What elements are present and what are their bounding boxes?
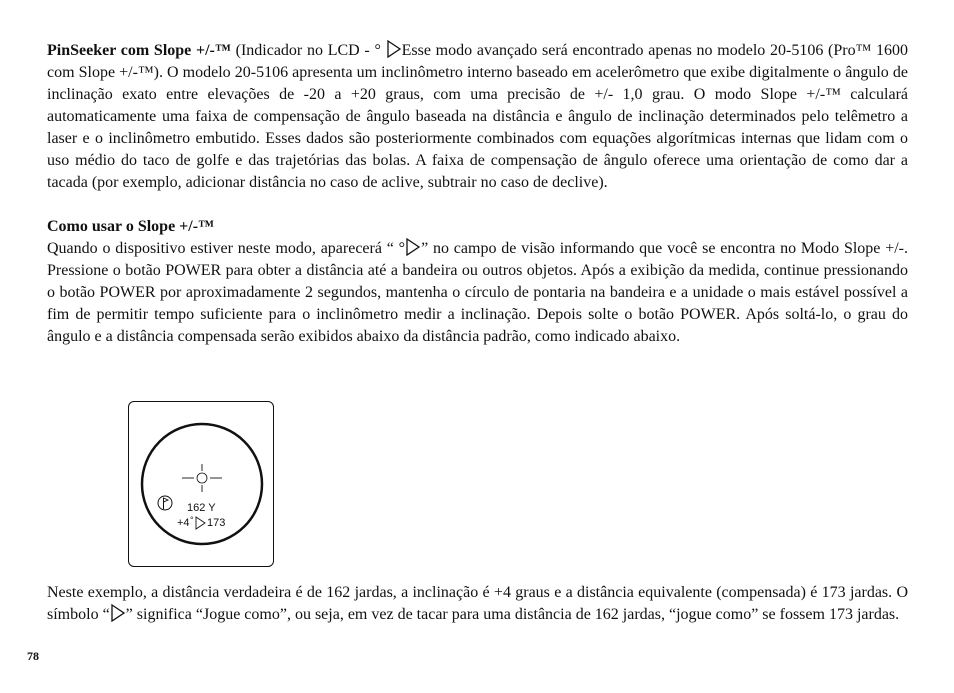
example-text-start: Neste exemplo, a distância verdadeira é de 162 jardas, a inclinação é +4 graus e a distância equivalente (compensada) é 173 jardas. O símbolo “ [47,584,908,623]
lcd-compensated: 173 [207,517,226,529]
play-as-triangle-icon [196,517,205,529]
example-section [47,582,908,626]
lcd-angle: +4 [177,517,190,529]
paragraph-pinseeker [47,40,908,194]
play-as-triangle-icon [386,40,402,58]
viewfinder-circle [142,424,262,544]
heading-como-usar-line [47,216,908,238]
play-as-triangle-icon [405,238,421,256]
como-usar-text-end: ” no campo de visão informando que você se encontra no Modo Slope +/-. Pressione o botão POWER para obter a distância até a bandeira ou outros objetos. Após a exibição da medida, continue pressionando o botão POWER por aproximadamente 2 segundos, mantenha o círculo de pontaria na bandeira e a unidade o mais estável possível a fim de permitir tempo suficiente para o inclinômetro medir a inclinação. Depois solte o botão POWER. Após soltá-lo, o grau do ângulo e a distância compensada serão exibidos abaixo da distância padrão, como indicado abaixo. [47,240,909,345]
como-usar-text-start: Quando o dispositivo estiver neste modo, aparecerá “ ° [47,240,406,257]
viewfinder-graphic [128,401,274,567]
lcd-degree: ° [190,515,194,525]
example-text-end: ” significa “Jogue como”, ou seja, em vez de tacar para uma distância de 162 jardas, “jogue como” se fossem 173 jardas. [125,606,900,623]
pinseeker-description: Esse modo avançado será encontrado apenas no modelo 20-5106 (Pro™ 1600 com Slope +/-™). O modelo 20-5106 apresenta um inclinômetro interno baseado em acelerômetro que exibe digitalmente o ângulo de inclinação exato entre elevações de -20 a +20 graus, com uma precisão de +/- 1,0 grau. O modo Slope +/-™ calculará automaticamente uma faixa de compensação de ângulo baseada na distância e ângulo de inclinação determinados pelo telêmetro a laser e o inclinômetro embutido. Esses dados são posteriormente combinados com equações algorítmicas internas que lidam com o uso médio do taco de golfe e das trajetórias das bolas. A faixa de compensação de ângulo oferece uma orientação de como dar a tacada (por exemplo, adicionar distância no caso de aclive, subtrair no caso de declive). [47,42,909,191]
paragraph-como-usar [47,238,908,348]
play-as-triangle-icon [110,604,126,622]
aiming-circle [197,473,207,483]
lcd-distance: 162 Y [187,502,216,514]
flag-icon [158,496,172,510]
heading-como-usar: Como usar o Slope +/-™ [47,218,215,235]
paragraph-example [47,582,908,626]
heading-pinseeker: PinSeeker com Slope +/-™ [47,42,231,59]
page-number: 78 [27,649,39,663]
lcd-indicator-text: (Indicador no LCD - ° [230,42,381,59]
document-body [47,40,908,348]
lcd-display-illustration [128,401,274,567]
